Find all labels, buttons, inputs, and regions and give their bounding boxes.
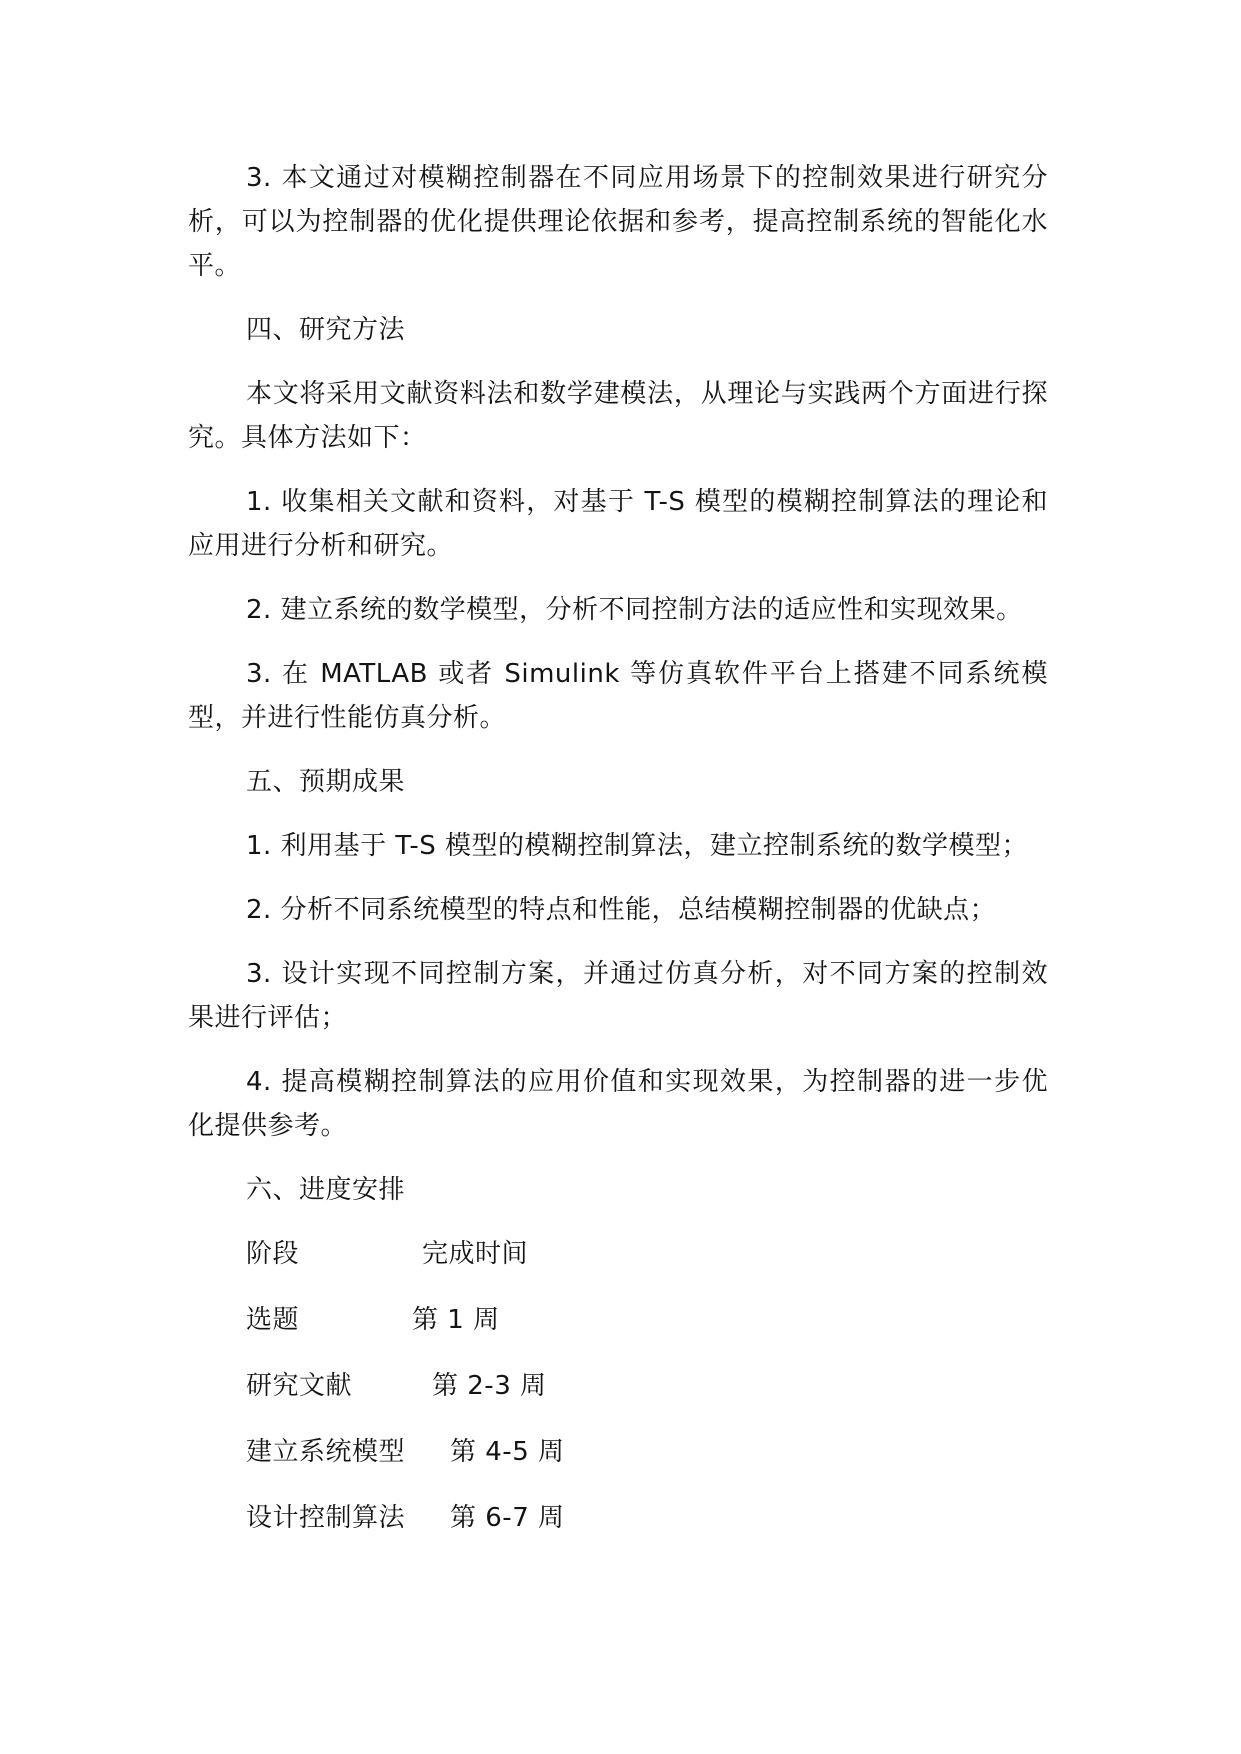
schedule-row [188, 1364, 1048, 1408]
schedule-table [188, 1232, 1048, 1540]
paragraph-significance-3: 3. 本文通过对模糊控制器在不同应用场景下的控制效果进行研究分析，可以为控制器的优化提供理论依据和参考，提高控制系统的智能化水平。 [188, 163, 1048, 281]
schedule-stage: 研究文献 [246, 1371, 353, 1401]
section-heading-methods: 四、研究方法 [246, 315, 406, 345]
result-item-2: 2. 分析不同系统模型的特点和性能，总结模糊控制器的优缺点； [246, 895, 997, 925]
schedule-time: 第 2-3 周 [432, 1371, 547, 1401]
method-item-1: 1. 收集相关文献和资料，对基于 T-S 模型的模糊控制算法的理论和应用进行分析和研究。 [188, 487, 1048, 561]
schedule-row [188, 1496, 1048, 1540]
result-item-3: 3. 设计实现不同控制方案，并通过仿真分析，对不同方案的控制效果进行评估； [188, 959, 1048, 1033]
method-item-3: 3. 在 MATLAB 或者 Simulink 等仿真软件平台上搭建不同系统模型，并进行性能仿真分析。 [188, 659, 1048, 733]
result-item-4: 4. 提高模糊控制算法的应用价值和实现效果，为控制器的进一步优化提供参考。 [188, 1067, 1048, 1141]
schedule-stage: 建立系统模型 [246, 1437, 406, 1467]
schedule-header-stage: 阶段 [246, 1239, 300, 1269]
schedule-row [188, 1430, 1048, 1474]
section-heading-schedule: 六、进度安排 [246, 1175, 406, 1205]
schedule-header-row [188, 1232, 1048, 1276]
schedule-stage: 选题 [246, 1305, 300, 1335]
document-body [188, 156, 1048, 1562]
paragraph-methods-intro: 本文将采用文献资料法和数学建模法，从理论与实践两个方面进行探究。具体方法如下： [188, 379, 1048, 453]
schedule-time: 第 6-7 周 [450, 1503, 565, 1533]
schedule-stage: 设计控制算法 [246, 1503, 406, 1533]
method-item-2: 2. 建立系统的数学模型，分析不同控制方法的适应性和实现效果。 [246, 595, 1023, 625]
result-item-1: 1. 利用基于 T-S 模型的模糊控制算法，建立控制系统的数学模型； [246, 831, 1028, 861]
schedule-header-time: 完成时间 [422, 1239, 529, 1269]
section-heading-expected-results: 五、预期成果 [246, 767, 406, 797]
schedule-time: 第 1 周 [412, 1305, 500, 1335]
schedule-row [188, 1298, 1048, 1342]
schedule-time: 第 4-5 周 [450, 1437, 565, 1467]
